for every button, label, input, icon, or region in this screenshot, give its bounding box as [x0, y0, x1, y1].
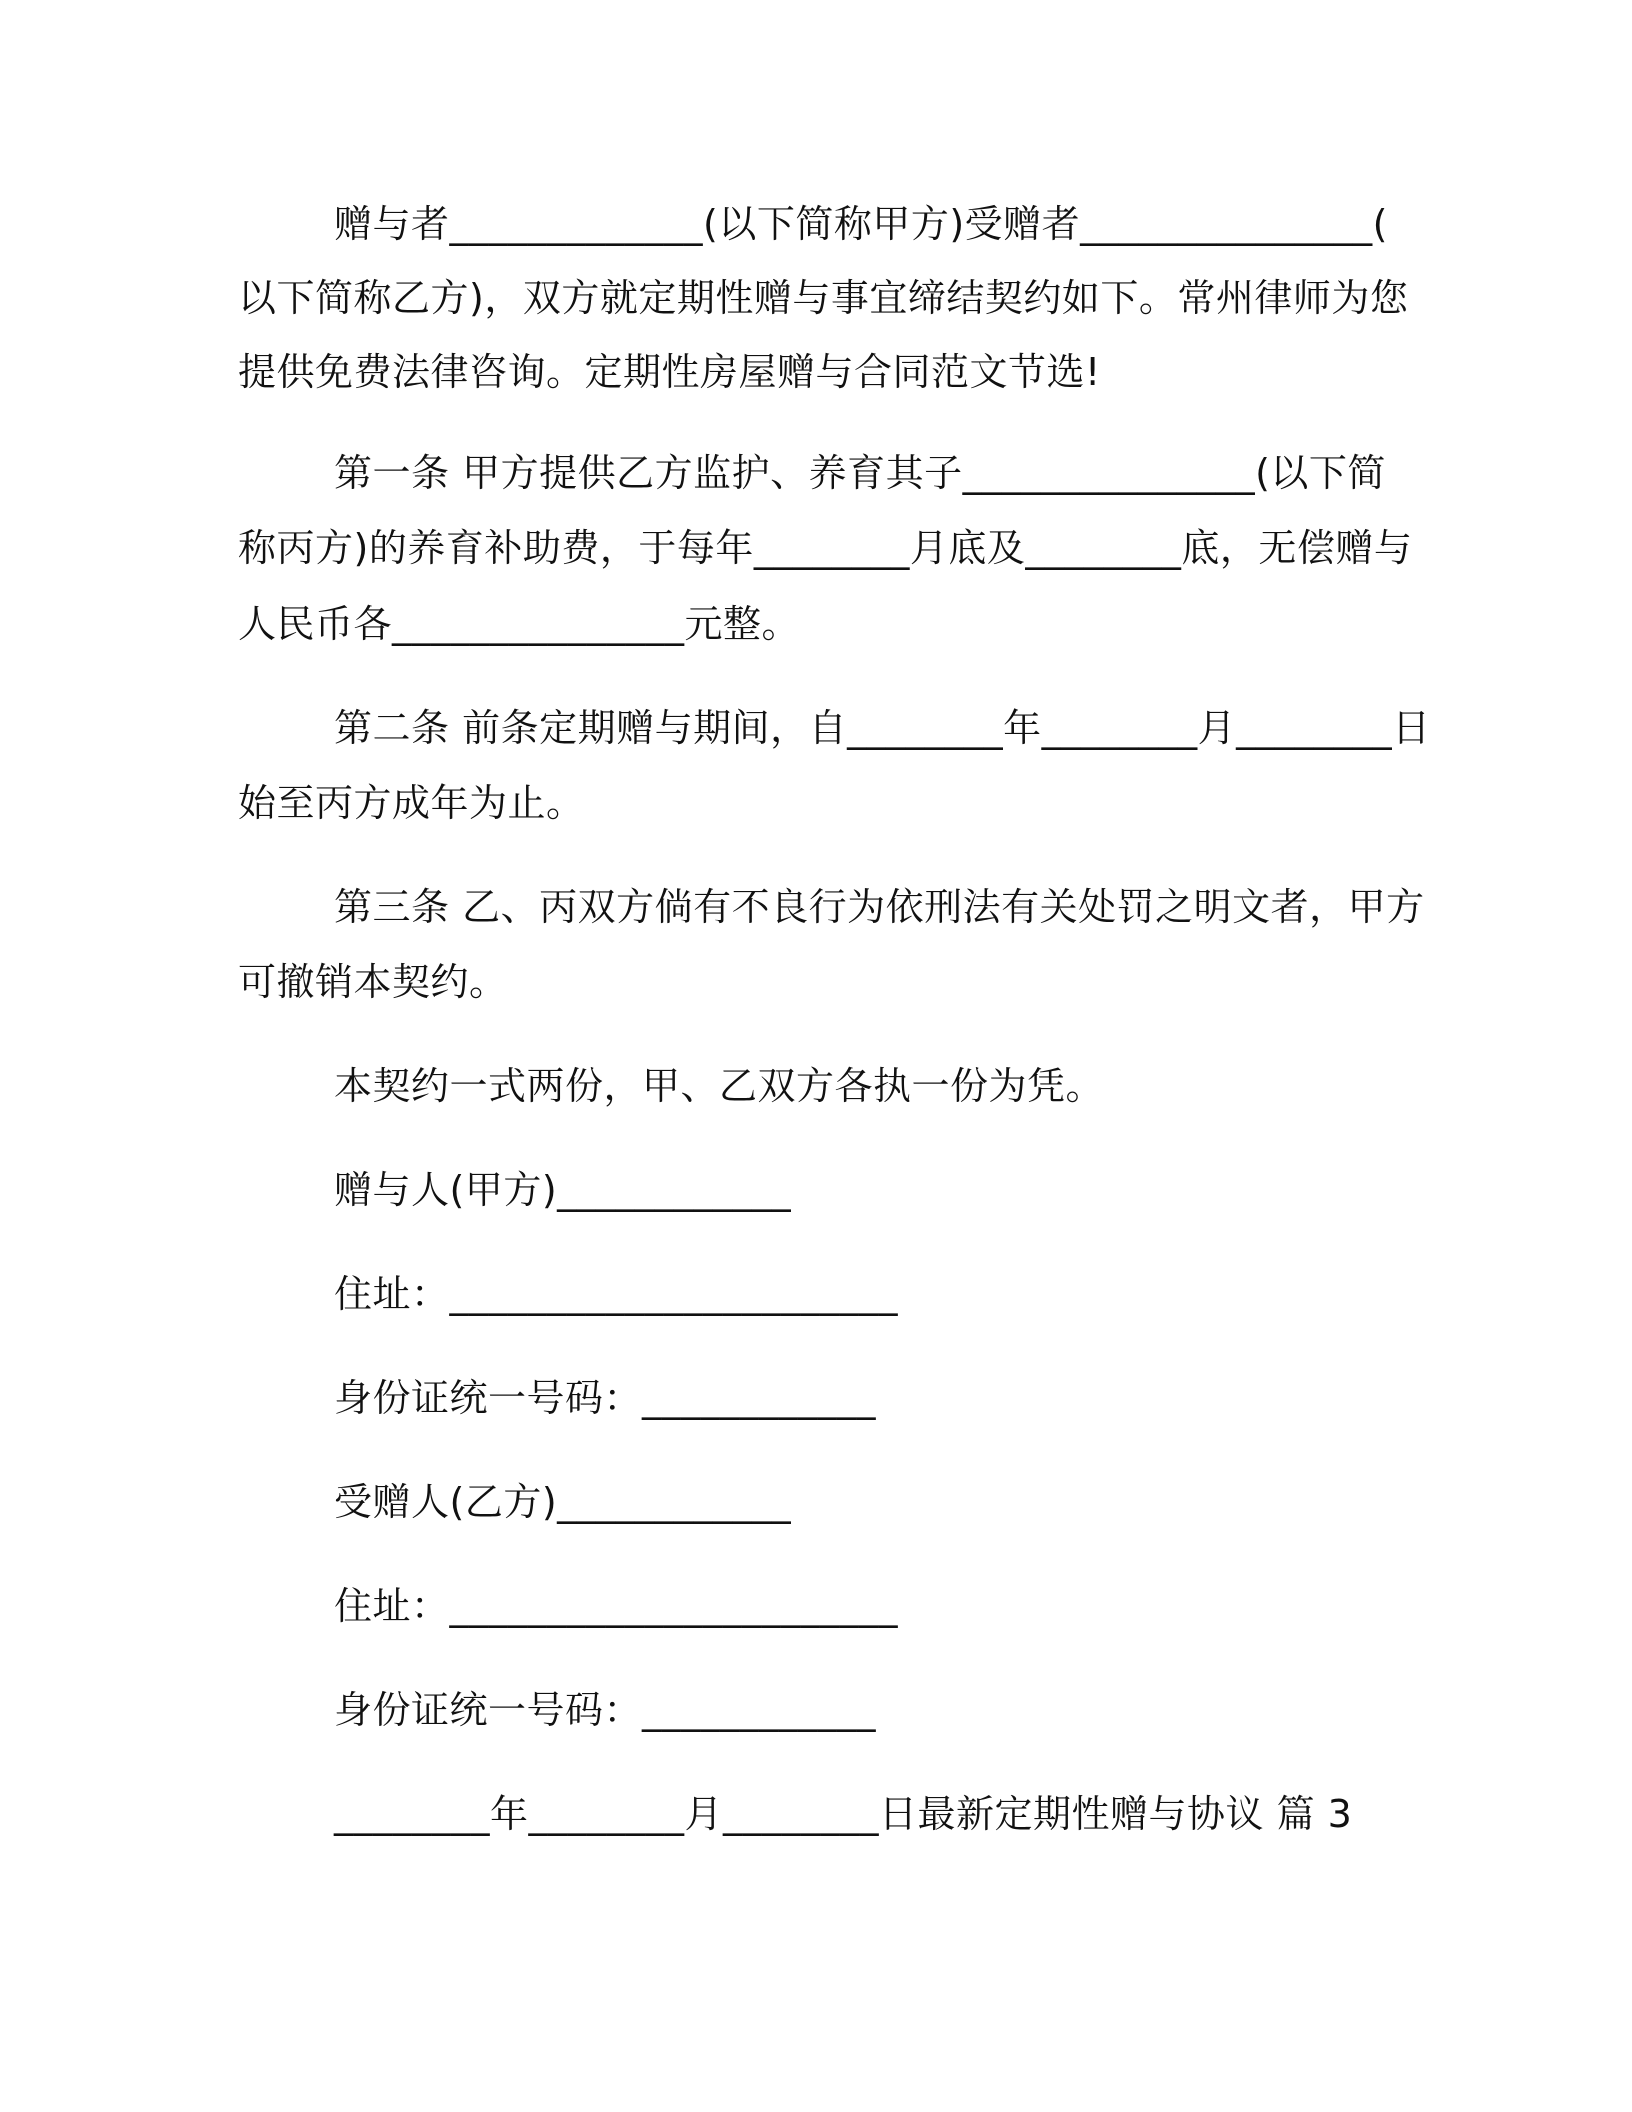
donor-label: 赠与人(甲方)____________ — [334, 1168, 792, 1212]
donor-id: 身份证统一号码：____________ — [334, 1376, 877, 1420]
donee-id: 身份证统一号码：____________ — [334, 1688, 877, 1732]
intro-line-2: 以下简称乙方)，双方就定期性赠与事宜缔结契约如下。常州律师为您 — [238, 276, 1409, 320]
intro-line-1: 赠与者_____________(以下简称甲方)受赠者_______________( — [334, 202, 1388, 246]
article2-line-2: 始至丙方成年为止。 — [238, 781, 585, 825]
article1-line-2: 称丙方)的养育补助费，于每年________月底及________底，无偿赠与 — [238, 526, 1413, 570]
intro-line-3: 提供免费法律咨询。定期性房屋赠与合同范文节选! — [238, 350, 1101, 394]
donee-address: 住址：_______________________ — [334, 1584, 899, 1628]
article1-line-3: 人民币各_______________元整。 — [238, 602, 801, 646]
date-line: ________年________月________日最新定期性赠与协议 篇 3 — [334, 1792, 1353, 1836]
copies-line: 本契约一式两份，甲、乙双方各执一份为凭。 — [334, 1064, 1105, 1108]
donee-label: 受赠人(乙方)____________ — [334, 1480, 792, 1524]
article1-line-1: 第一条 甲方提供乙方监护、养育其子_______________(以下简 — [334, 451, 1386, 495]
article2-line-1: 第二条 前条定期赠与期间，自________年________月________日 — [334, 706, 1431, 750]
article3-line-1: 第三条 乙、丙双方倘有不良行为依刑法有关处罚之明文者，甲方 — [334, 885, 1425, 929]
donor-address: 住址：_______________________ — [334, 1272, 899, 1316]
article3-line-2: 可撤销本契约。 — [238, 960, 508, 1004]
